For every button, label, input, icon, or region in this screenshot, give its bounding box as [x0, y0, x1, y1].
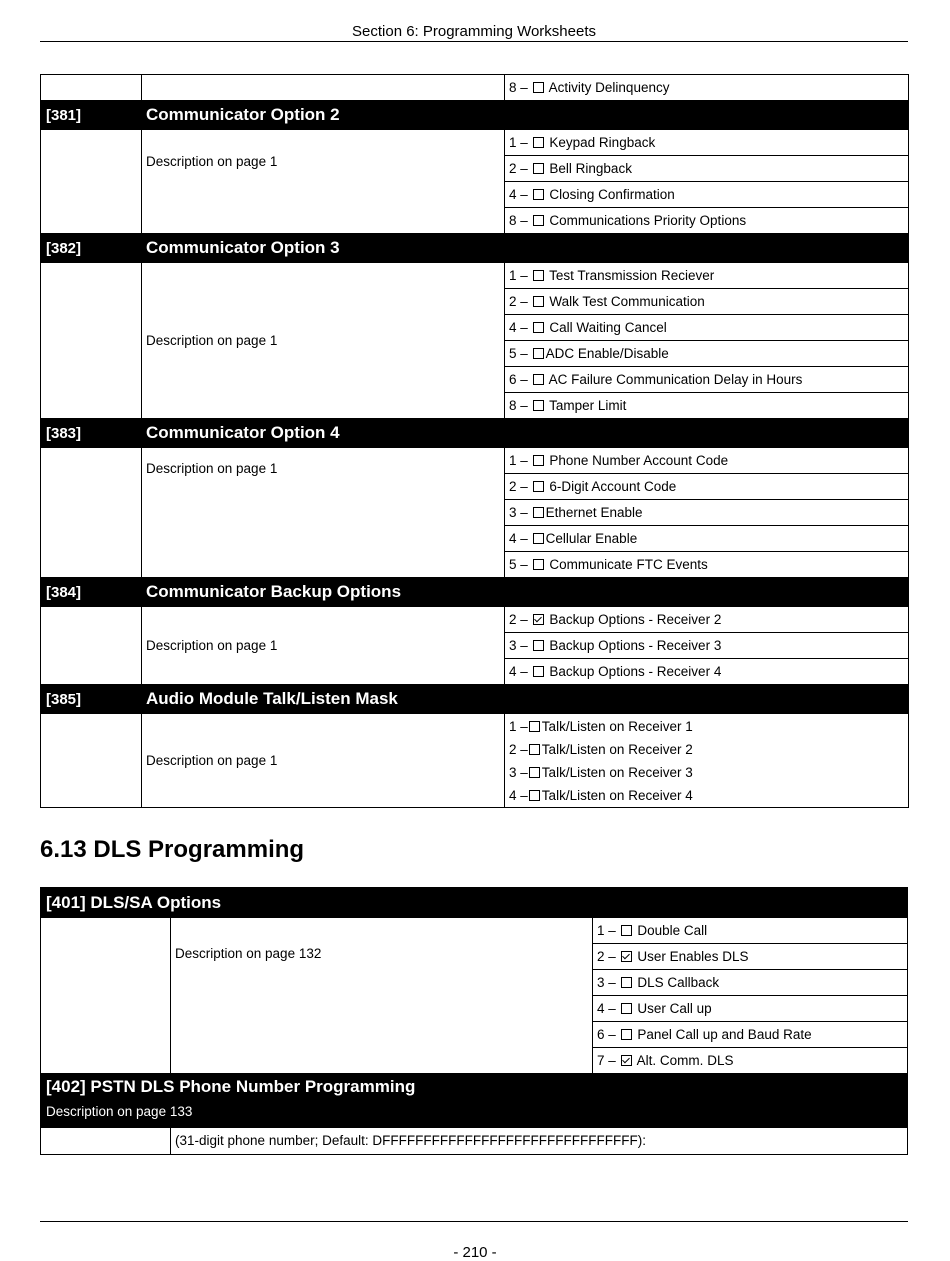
blank-cell — [41, 607, 142, 685]
section-title-384: Communicator Backup Options — [142, 578, 909, 607]
page-number: - 210 - — [453, 1244, 497, 1261]
option-ac-failure-delay: 6 – AC Failure Communication Delay in Hours — [505, 367, 909, 393]
option-talk-listen-2: 2 – Talk/Listen on Receiver 2 — [509, 741, 693, 757]
section-header-402 — [41, 1073, 907, 1127]
option-backup-receiver-4: 4 – Backup Options - Receiver 4 — [505, 659, 909, 685]
section-code-382: [382] — [41, 234, 142, 263]
blank-cell — [41, 448, 142, 578]
checkbox-empty-icon — [533, 400, 544, 411]
blank-cell — [41, 75, 142, 101]
option-phone-account-code: 1 – Phone Number Account Code — [505, 448, 909, 474]
checkbox-empty-icon — [533, 507, 544, 518]
option-backup-receiver-3: 3 – Backup Options - Receiver 3 — [505, 633, 909, 659]
option-double-call: 1 – Double Call — [593, 918, 907, 944]
dls-options-table — [40, 887, 908, 1155]
blank-cell — [41, 714, 142, 808]
checkbox-empty-icon — [621, 925, 632, 936]
checkbox-checked-icon — [621, 1055, 632, 1066]
blank-cell — [41, 263, 142, 419]
option-talk-listen-4: 4 – Talk/Listen on Receiver 4 — [509, 787, 693, 803]
description-401: Description on page 132 — [171, 918, 593, 1073]
checkbox-empty-icon — [529, 790, 540, 801]
section-heading-dls: 6.13 DLS Programming — [40, 836, 305, 863]
checkbox-empty-icon — [529, 767, 540, 778]
description-383: Description on page 1 — [142, 448, 505, 578]
checkbox-empty-icon — [533, 215, 544, 226]
option-adc-enable: 5 – ADC Enable/Disable — [505, 341, 909, 367]
option-user-enables-dls: 2 – User Enables DLS — [593, 944, 907, 970]
option-bell-ringback: 2 – Bell Ringback — [505, 156, 909, 182]
section-title-402: [402] PSTN DLS Phone Number Programming — [46, 1077, 416, 1096]
section-title-385: Audio Module Talk/Listen Mask — [142, 685, 909, 714]
blank-cell — [142, 75, 505, 101]
section-code-384: [384] — [41, 578, 142, 607]
option-alt-comm-dls: 7 – Alt. Comm. DLS — [597, 1053, 734, 1068]
checkbox-empty-icon — [533, 559, 544, 570]
blank-cell — [41, 130, 142, 234]
option-tamper-limit: 8 – Tamper Limit — [505, 393, 909, 419]
checkbox-empty-icon — [533, 322, 544, 333]
checkbox-empty-icon — [529, 744, 540, 755]
communicator-options-table — [40, 74, 909, 808]
dls-options-list — [593, 918, 907, 1073]
option-talk-listen-3: 3 – Talk/Listen on Receiver 3 — [509, 764, 693, 780]
phone-number-row — [41, 1127, 907, 1154]
option-dls-callback: 3 – DLS Callback — [593, 970, 907, 996]
description-381: Description on page 1 — [142, 130, 505, 234]
checkbox-empty-icon — [533, 533, 544, 544]
checkbox-empty-icon — [533, 163, 544, 174]
blank-cell — [41, 918, 171, 1073]
checkbox-empty-icon — [533, 481, 544, 492]
footer-divider — [40, 1221, 908, 1222]
checkbox-empty-icon — [533, 666, 544, 677]
description-402: Description on page 133 — [46, 1104, 193, 1119]
checkbox-empty-icon — [533, 296, 544, 307]
option-6-digit-account: 2 – 6-Digit Account Code — [505, 474, 909, 500]
page-header: Section 6: Programming Worksheets — [40, 22, 908, 42]
checkbox-empty-icon — [621, 977, 632, 988]
description-384: Description on page 1 — [142, 607, 505, 685]
option-walk-test: 2 – Walk Test Communication — [505, 289, 909, 315]
section-title-381: Communicator Option 2 — [142, 101, 909, 130]
section-title-401: [401] DLS/SA Options — [41, 888, 907, 918]
checkbox-checked-icon — [621, 951, 632, 962]
checkbox-empty-icon — [621, 1003, 632, 1014]
checkbox-empty-icon — [529, 721, 540, 732]
option-closing-confirmation: 4 – Closing Confirmation — [505, 182, 909, 208]
option-communications-priority: 8 – Communications Priority Options — [505, 208, 909, 234]
checkbox-empty-icon — [533, 374, 544, 385]
option-activity-delinquency: 8 – Activity Delinquency — [505, 75, 909, 101]
option-test-transmission: 1 – Test Transmission Reciever — [505, 263, 909, 289]
option-panel-call-up: 6 – Panel Call up and Baud Rate — [593, 1022, 907, 1048]
option-ftc-events: 5 – Communicate FTC Events — [505, 552, 909, 578]
checkbox-empty-icon — [533, 348, 544, 359]
option-user-call-up: 4 – User Call up — [593, 996, 907, 1022]
description-385: Description on page 1 — [142, 714, 505, 808]
section-code-385: [385] — [41, 685, 142, 714]
option-talk-listen-1: 1 – Talk/Listen on Receiver 1 — [509, 718, 693, 734]
option-backup-receiver-2: 2 – Backup Options - Receiver 2 — [505, 607, 909, 633]
section-code-381: [381] — [41, 101, 142, 130]
phone-number-field: (31-digit phone number; Default: DFFFFFFFFFFFFFFFFFFFFFFFFFFFFFFF): — [175, 1133, 646, 1148]
checkbox-empty-icon — [533, 455, 544, 466]
talk-listen-options — [505, 714, 909, 808]
checkbox-empty-icon — [533, 270, 544, 281]
option-cellular-enable: 4 – Cellular Enable — [505, 526, 909, 552]
section-code-383: [383] — [41, 419, 142, 448]
option-keypad-ringback: 1 – Keypad Ringback — [505, 130, 909, 156]
section-title-382: Communicator Option 3 — [142, 234, 909, 263]
option-call-waiting-cancel: 4 – Call Waiting Cancel — [505, 315, 909, 341]
checkbox-empty-icon — [533, 82, 544, 93]
option-ethernet-enable: 3 – Ethernet Enable — [505, 500, 909, 526]
checkbox-empty-icon — [533, 137, 544, 148]
blank-cell — [41, 1128, 171, 1154]
section-title-383: Communicator Option 4 — [142, 419, 909, 448]
description-382: Description on page 1 — [142, 263, 505, 419]
checkbox-empty-icon — [621, 1029, 632, 1040]
checkbox-empty-icon — [533, 640, 544, 651]
checkbox-checked-icon — [533, 614, 544, 625]
checkbox-empty-icon — [533, 189, 544, 200]
